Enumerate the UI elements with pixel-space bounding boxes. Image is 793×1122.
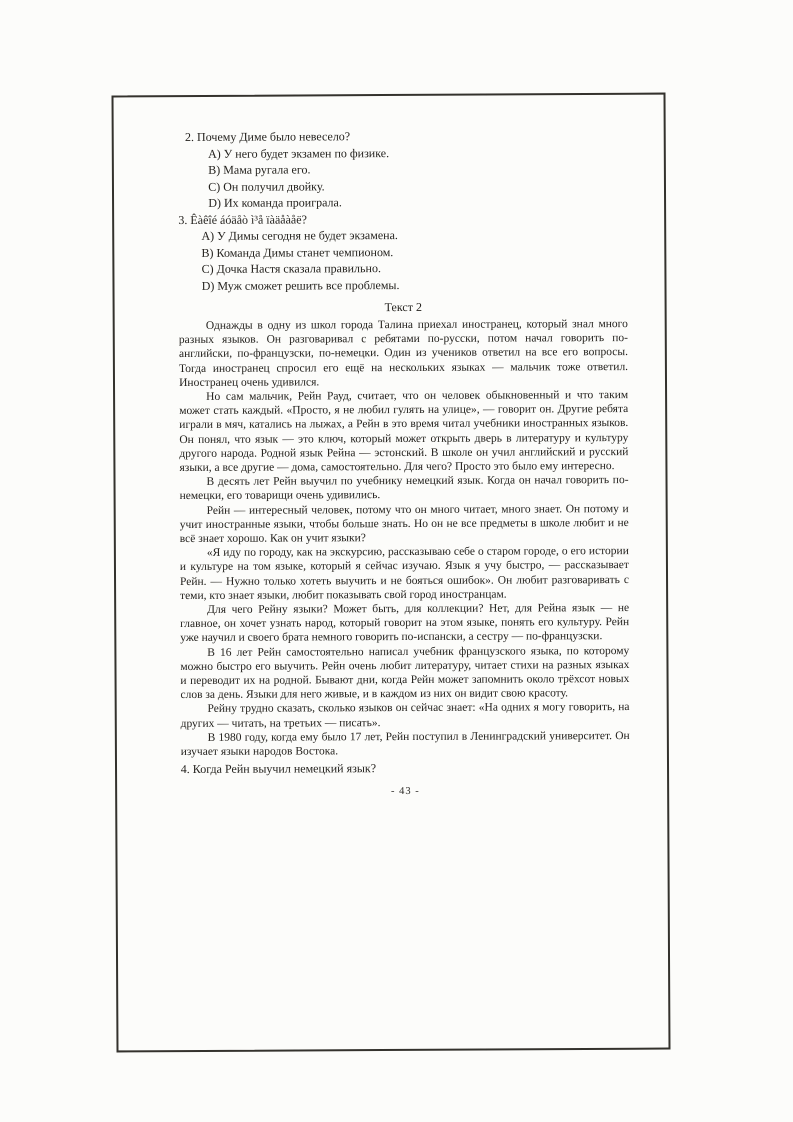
paragraph: Однажды в одну из школ города Талина приехал иностранец, который знал много разных языков. Он разговаривал с ребятами по-русски, потом начал говорить по-английски, по-французски, по-немецки. Один из учеников ответил на все его вопросы. Тогда иностранец спросил его ещё на нескольких языках — мальчик тоже ответил. Иностранец очень удивился. <box>178 318 629 389</box>
question-block <box>178 210 627 294</box>
paragraph: «Я иду по городу, как на экскурсию, рассказываю себе о старом городе, о его истории и культуре на том языке, который я сейчас изучаю. Язык я учу быстро, — рассказывает Рейн. — Нужно только хотеть выучить и не бояться ошибок». Он любит разговаривать с теми, кто знает языки, любит показывать свой город иностранцам. <box>179 545 629 602</box>
text-body <box>179 317 630 759</box>
question-4: 4. Когда Рейн выучил немецкий язык? <box>180 761 377 777</box>
answer-options <box>178 226 627 294</box>
question-text: 3. Êàêîé áóäåò ì³å ïàäåàåё? <box>178 211 307 227</box>
answer-option: D) Их команда проиграла. <box>208 195 342 210</box>
answer-option: A) У него будет экзамен по физике. <box>208 145 390 161</box>
questions-section <box>178 127 628 294</box>
paragraph: Но сам мальчик, Рейн Рауд, считает, что он человек обыкновенный и что таким может стать каждый. «Просто, я не любил гулять на улице», — говорит он. Другие ребята играли в мяч, катались на лыжах, а Рейн в это время читал учебники иностранных языков. Он понял, что язык — это ключ, который может открыть дверь в литературу и культуру другого народа. Родной язык Рейна — эстонский. В школе он учил английский и русский языки, а все другие — дома, самостоятельно. Для чего? Просто это было ему интересно. <box>179 389 629 475</box>
paragraph: Рейну трудно сказать, сколько языков он сейчас знает: «На одних я могу говорить, на других — читать, на третьих — писать». <box>180 701 630 730</box>
paragraph: В 16 лет Рейн самостоятельно написал учебник французского языка, по которому можно быстро его выучить. Рейн очень любит литературу, читает стихи на разных языках и переводит их на родной. Бывают дни, когда Рейн может запомнить около трёхсот новых слов за день. Языки для него живые, и в каждом из них он видит свою красоту. <box>180 644 630 702</box>
question-text: 2. Почему Диме было невесело? <box>185 129 351 144</box>
answer-option: B) Команда Димы станет чемпионом. <box>201 244 394 260</box>
answer-option: A) У Димы сегодня не будет экзамена. <box>201 228 398 243</box>
paragraph: В десять лет Рейн выучил по учебнику немецкий язык. Когда он начал говорить по-немецки, его товарищи очень удивились. <box>179 474 629 503</box>
answer-option: C) Дочка Настя сказала правильно. <box>201 261 381 276</box>
page-number: - 43 - <box>390 786 420 798</box>
text-title: Текст 2 <box>384 299 422 315</box>
answer-options <box>185 144 627 212</box>
answer-option: C) Он получил двойку. <box>208 178 325 194</box>
question-block <box>178 127 627 211</box>
paragraph: Рейн — интересный человек, потому что он много читает, много знает. Он потому и учит иностранные языки, чтобы больше знать. Но он не все предметы в школе любит и не всё знает хорошо. Как он учит языки? <box>179 502 629 546</box>
paragraph: Для чего Рейну языки? Может быть, для коллекции? Нет, для Рейна язык — не главное, он хочет узнать народ, который говорит на этом языке, понять его культуру. Рейн уже научил и своего брата немного говорить по-испански, а сестру — по-французски. <box>180 602 630 645</box>
answer-option: D) Муж сможет решить все проблемы. <box>201 277 400 293</box>
page-content <box>178 127 630 798</box>
paragraph: В 1980 году, когда ему было 17 лет, Рейн поступил в Ленинградский университет. Он изучает языки народов Востока. <box>180 729 630 759</box>
answer-option: B) Мама ругала его. <box>208 162 311 177</box>
